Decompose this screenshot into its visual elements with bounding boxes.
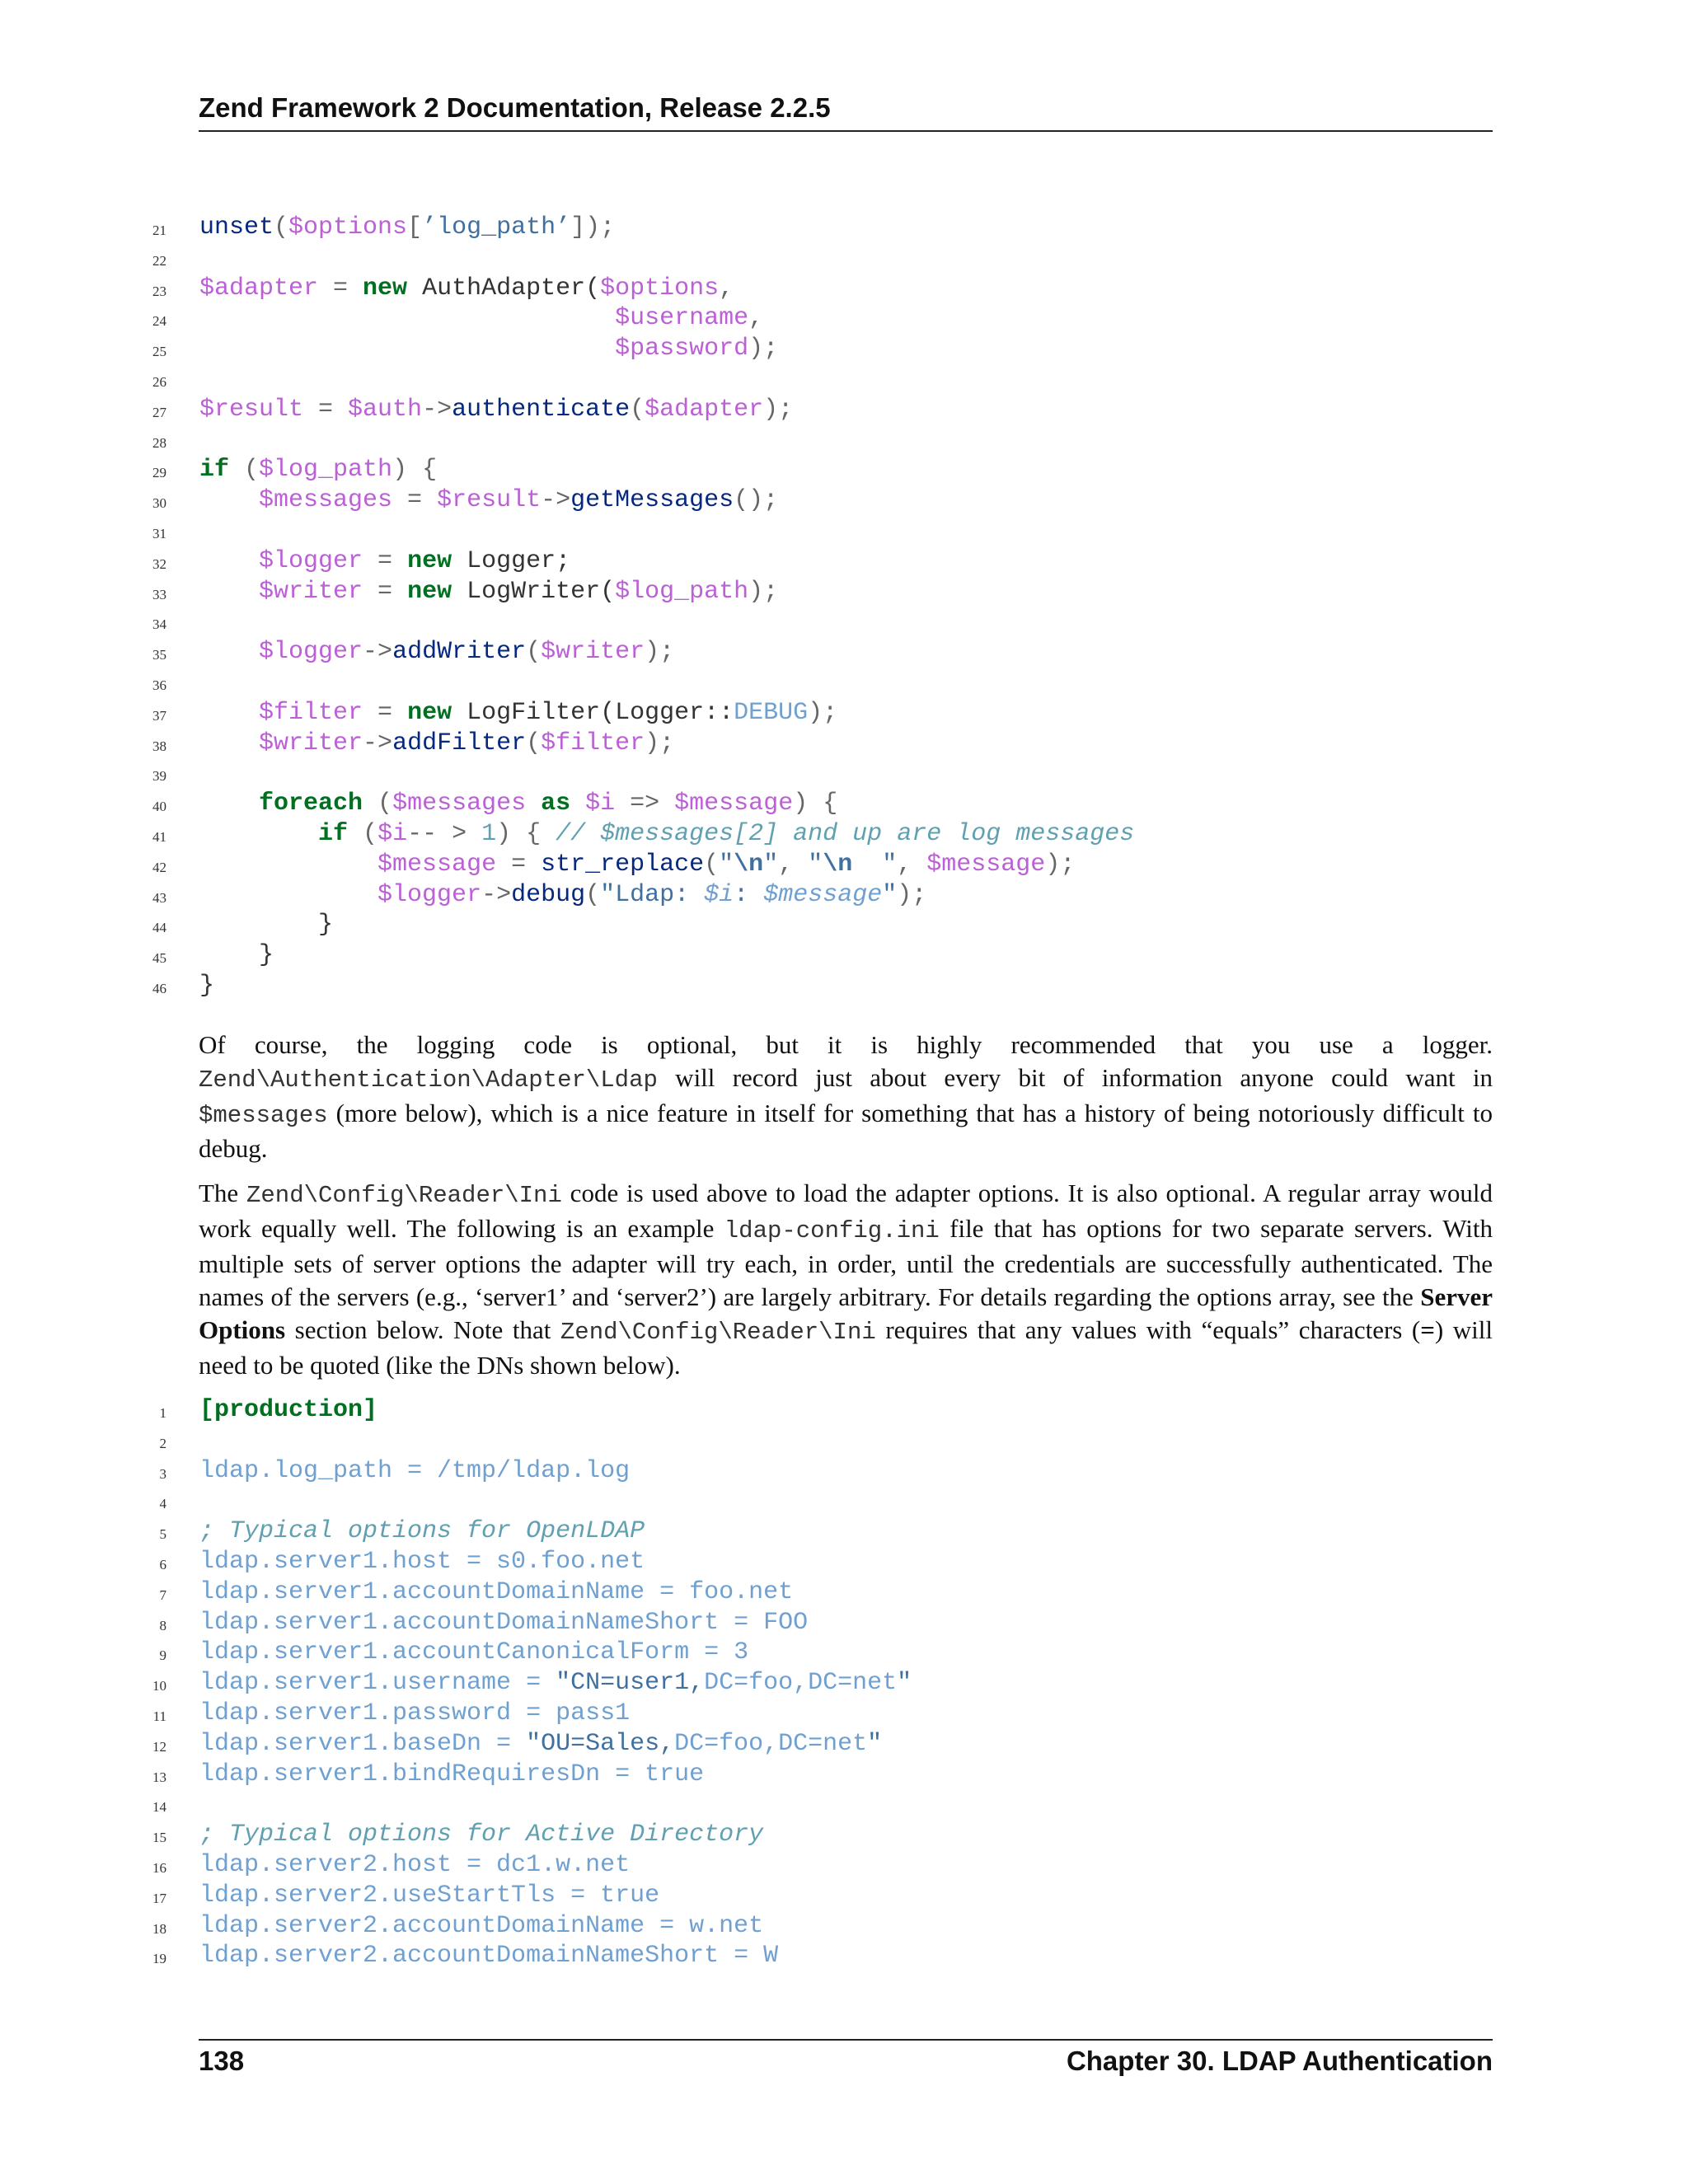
code-line	[0, 455, 1688, 485]
code-token: addWriter	[392, 638, 527, 667]
line-number: 3	[159, 1465, 166, 1482]
code-token	[199, 486, 259, 514]
code-token: "	[808, 850, 823, 879]
code-token: $i	[585, 790, 616, 818]
code-line	[0, 1668, 1688, 1699]
line-number: 6	[159, 1556, 166, 1572]
code-token: =	[496, 850, 542, 879]
code-token: $filter	[259, 698, 363, 727]
line-number: 11	[152, 1708, 166, 1724]
code-line	[0, 1547, 1688, 1577]
code-token	[199, 638, 259, 666]
code-token: ();	[734, 486, 779, 515]
code-token: authenticate	[452, 395, 631, 424]
line-number: 27	[152, 404, 166, 420]
code-line	[0, 243, 1688, 274]
paragraph-config-reader	[199, 1177, 1493, 1382]
code-token: debug	[511, 880, 586, 909]
code-line	[0, 758, 1688, 789]
code-text	[199, 1395, 377, 1426]
code-text	[199, 910, 333, 940]
code-token: \n	[823, 850, 853, 879]
code-text	[199, 1547, 645, 1577]
code-line	[0, 1608, 1688, 1638]
code-token: );	[897, 880, 927, 909]
code-line	[0, 1820, 1688, 1850]
paragraph-text: The	[199, 1179, 246, 1207]
code-token: new	[363, 274, 408, 302]
code-token: =	[318, 274, 363, 302]
code-token: (	[585, 880, 601, 909]
code-token: [	[407, 213, 423, 241]
line-number: 12	[152, 1738, 166, 1755]
code-token: "	[867, 1729, 883, 1758]
code-text	[199, 334, 778, 364]
code-token: );	[1045, 850, 1076, 879]
code-block-php	[0, 213, 1688, 1001]
code-token: }	[199, 941, 274, 970]
code-token: ldap.log_path = /tmp/ldap.log	[199, 1456, 631, 1485]
code-line	[0, 880, 1688, 911]
code-token: $message	[926, 850, 1046, 879]
code-token: "Ldap:	[600, 880, 705, 909]
code-text	[199, 577, 778, 607]
code-token: ldap.server1.password = pass1	[199, 1699, 631, 1727]
code-token: \n	[734, 850, 764, 879]
code-token: addFilter	[392, 729, 527, 757]
line-number: 37	[152, 707, 166, 724]
code-line	[0, 1395, 1688, 1426]
code-line	[0, 1699, 1688, 1729]
code-token: $i	[377, 819, 408, 848]
code-token	[526, 790, 541, 818]
code-token: =	[363, 698, 408, 727]
code-token: DEBUG	[734, 698, 809, 727]
code-text	[199, 940, 274, 971]
line-number: 36	[152, 677, 166, 693]
header-rule	[199, 130, 1493, 132]
code-token: $writer	[259, 577, 363, 606]
code-token: "OU=Sales,	[526, 1729, 675, 1758]
code-token: $adapter	[199, 274, 319, 302]
code-token: ldap.server2.host = dc1.w.net	[199, 1850, 631, 1879]
code-line	[0, 303, 1688, 334]
line-number: 26	[152, 373, 166, 390]
code-token	[199, 699, 259, 727]
code-token: ]);	[570, 213, 616, 241]
line-number: 31	[152, 525, 166, 541]
code-token	[199, 304, 615, 332]
code-line	[0, 1486, 1688, 1516]
code-token: "	[763, 850, 779, 879]
code-line	[0, 1456, 1688, 1487]
code-token: );	[763, 395, 794, 424]
line-number: 2	[159, 1435, 166, 1451]
code-token: $logger	[259, 546, 363, 575]
code-text	[199, 971, 214, 1001]
code-token: $auth	[348, 395, 423, 424]
code-token: ,	[719, 274, 734, 302]
line-number: 24	[152, 313, 166, 330]
code-token: ,	[897, 850, 927, 879]
line-number: 21	[152, 223, 166, 238]
code-token: LogWriter(	[452, 577, 616, 606]
code-token: =>	[615, 790, 675, 818]
code-line	[0, 1729, 1688, 1760]
code-token	[199, 881, 377, 909]
code-token: $username	[615, 304, 749, 333]
code-text	[199, 1911, 763, 1942]
code-text	[199, 850, 1075, 880]
code-token: $password	[615, 335, 749, 363]
code-token: );	[808, 698, 838, 727]
code-token: "CN=user1,	[556, 1669, 705, 1698]
code-token: (	[274, 213, 289, 241]
code-text	[199, 789, 837, 819]
line-number: 33	[152, 586, 166, 602]
code-token: );	[748, 577, 779, 606]
code-token: $writer	[541, 638, 645, 667]
code-token	[199, 790, 259, 818]
line-number: 29	[152, 465, 166, 481]
line-number: 40	[152, 799, 166, 815]
code-token: DC=foo,DC=net	[674, 1729, 868, 1758]
code-token: as	[541, 790, 571, 818]
code-line	[0, 274, 1688, 304]
line-number: 34	[152, 616, 166, 633]
code-token: =	[363, 546, 408, 575]
code-token: $options	[600, 274, 720, 302]
code-token	[199, 851, 377, 879]
code-token: // $messages[2] and up are log messages	[556, 819, 1135, 848]
paragraph-text: ) will need to be quoted (like the DNs shown below).	[199, 1315, 1493, 1380]
code-text	[199, 698, 837, 729]
code-token: ldap.server1.accountCanonicalForm = 3	[199, 1638, 749, 1667]
code-token: "	[882, 880, 898, 909]
code-line	[0, 516, 1688, 546]
code-token: AuthAdapter(	[407, 274, 601, 302]
line-number: 10	[152, 1678, 166, 1694]
code-token: $options	[288, 213, 408, 241]
code-text	[199, 1881, 659, 1911]
code-line	[0, 1850, 1688, 1881]
line-number: 23	[152, 283, 166, 299]
line-number: 16	[152, 1859, 166, 1876]
code-token: ’log_path’	[422, 213, 571, 241]
bold-equals: =	[1420, 1315, 1435, 1344]
footer-rule	[199, 2039, 1493, 2041]
code-token: new	[407, 698, 452, 727]
code-token: ldap.server1.bindRequiresDn = true	[199, 1760, 705, 1788]
code-token: ->	[481, 880, 512, 909]
paragraph-text: will record just about every bit of information anyone could want in	[657, 1063, 1493, 1092]
code-text	[199, 455, 437, 485]
line-number: 5	[159, 1526, 166, 1543]
code-line	[0, 1426, 1688, 1456]
code-token	[199, 335, 615, 363]
code-token: "	[852, 850, 898, 879]
paragraph-logging	[199, 1029, 1493, 1165]
line-number: 7	[159, 1586, 166, 1603]
code-line	[0, 789, 1688, 819]
code-token: ldap.server1.accountDomainNameShort = FOO	[199, 1608, 809, 1637]
code-token: foreach	[259, 790, 363, 818]
line-number: 13	[152, 1769, 166, 1785]
code-text	[199, 1699, 630, 1729]
running-header-title: Zend Framework 2 Documentation, Release 2.2.5	[199, 92, 831, 123]
line-number: 32	[152, 555, 166, 572]
code-token: -- >	[407, 819, 482, 848]
code-token: $logger	[377, 880, 482, 909]
line-number: 46	[152, 980, 166, 996]
code-text	[199, 274, 734, 304]
code-block-ini	[0, 1395, 1688, 1971]
paragraph-text: code is used above to load the adapter options. It is also optional. A regular array would work equally well. The following is an example	[199, 1179, 1493, 1243]
code-text	[199, 1729, 882, 1760]
code-token: $result	[199, 395, 304, 424]
code-token: ; Typical options for OpenLDAP	[199, 1517, 645, 1546]
code-line	[0, 729, 1688, 759]
code-token: [production]	[199, 1396, 378, 1424]
code-token: ) {	[496, 819, 556, 848]
code-token: =	[303, 395, 349, 424]
code-token: (	[363, 790, 393, 818]
paragraph-text: file that has options for two separate servers. With multiple sets of server options the adapter will try each, in order, until the credentials are successfully authenticated. The names of the servers (e.g., ‘server1’ and ‘server2’) are largely arbitrary. For details regarding the options array, see the	[199, 1214, 1493, 1311]
code-token: "	[719, 850, 734, 879]
code-token: $i	[704, 880, 734, 909]
code-line	[0, 698, 1688, 729]
line-number: 38	[152, 738, 166, 754]
code-token: getMessages	[570, 486, 734, 515]
code-token	[199, 729, 259, 757]
code-token: ->	[363, 729, 393, 757]
code-line	[0, 1789, 1688, 1820]
code-token	[199, 578, 259, 606]
code-text	[199, 1516, 645, 1547]
code-line	[0, 546, 1688, 577]
line-number: 8	[159, 1617, 166, 1633]
paragraph-text: section below. Note that	[285, 1315, 560, 1344]
code-token: $messages	[392, 790, 527, 818]
code-token: $logger	[259, 638, 363, 667]
line-number: 25	[152, 344, 166, 360]
code-token: $log_path	[259, 456, 393, 485]
code-token: $messages	[259, 486, 393, 515]
code-token: }	[199, 971, 215, 1000]
line-number: 19	[152, 1951, 166, 1967]
line-number: 28	[152, 434, 166, 451]
inline-code: Zend\Config\Reader\Ini	[560, 1319, 876, 1346]
code-text	[199, 1456, 630, 1487]
code-text	[199, 1850, 630, 1881]
code-token: new	[407, 577, 452, 606]
code-token: Logger;	[452, 546, 571, 575]
code-token: LogFilter(Logger::	[452, 698, 734, 727]
code-token: $log_path	[615, 577, 749, 606]
inline-code: $messages	[199, 1102, 328, 1129]
inline-code: Zend\Config\Reader\Ini	[246, 1182, 562, 1209]
code-text	[199, 1668, 912, 1699]
line-number: 45	[152, 950, 166, 967]
code-text	[199, 880, 926, 911]
code-line	[0, 607, 1688, 637]
code-token: ->	[422, 395, 452, 424]
line-number: 9	[159, 1647, 166, 1664]
code-token: );	[645, 638, 675, 667]
line-number: 41	[152, 828, 166, 845]
code-token: ldap.server1.host = s0.foo.net	[199, 1547, 645, 1576]
code-line	[0, 577, 1688, 607]
line-number: 43	[152, 889, 166, 906]
inline-code: Zend\Authentication\Adapter\Ldap	[199, 1066, 658, 1094]
line-number: 35	[152, 647, 166, 663]
code-token: DC=foo,DC=net	[704, 1669, 898, 1698]
code-text	[199, 546, 570, 577]
code-token: (	[229, 456, 260, 485]
line-number: 4	[159, 1496, 166, 1512]
code-token: (	[526, 638, 542, 667]
code-line	[0, 364, 1688, 395]
code-token: new	[407, 546, 452, 575]
code-text	[199, 213, 615, 243]
code-token: (	[526, 729, 542, 757]
code-line	[0, 1638, 1688, 1668]
line-number: 1	[159, 1405, 166, 1421]
code-token: (	[630, 395, 645, 424]
line-number: 18	[152, 1920, 166, 1937]
line-number: 22	[152, 252, 166, 269]
line-number: 14	[152, 1799, 166, 1816]
code-text	[199, 1760, 704, 1790]
code-line	[0, 668, 1688, 698]
code-token: $message	[674, 790, 794, 818]
code-line	[0, 395, 1688, 425]
code-token: );	[748, 335, 779, 363]
code-line	[0, 425, 1688, 456]
code-text	[199, 1608, 808, 1638]
code-line	[0, 819, 1688, 850]
code-line	[0, 637, 1688, 668]
code-line	[0, 910, 1688, 940]
code-line	[0, 850, 1688, 880]
code-token: ) {	[793, 790, 838, 818]
code-token: :	[734, 880, 764, 909]
code-text	[199, 1638, 748, 1668]
code-token: str_replace	[541, 850, 705, 879]
code-token: ldap.server1.baseDn =	[199, 1729, 527, 1758]
code-token: ,	[778, 850, 809, 879]
code-token	[570, 790, 585, 818]
code-token: unset	[199, 213, 274, 241]
code-token: "	[897, 1669, 912, 1698]
code-token: ldap.server2.accountDomainNameShort = W	[199, 1942, 779, 1971]
code-line	[0, 1760, 1688, 1790]
code-text	[199, 1941, 778, 1971]
line-number: 44	[152, 920, 166, 936]
chapter-title: Chapter 30. LDAP Authentication	[1066, 2046, 1493, 2076]
code-token: 1	[481, 819, 497, 848]
code-text	[199, 395, 793, 425]
line-number: 39	[152, 768, 166, 785]
code-token: }	[199, 911, 334, 940]
code-text	[199, 1820, 763, 1850]
code-token: ,	[748, 304, 764, 333]
line-number: 42	[152, 859, 166, 875]
code-token: ldap.server2.accountDomainName = w.net	[199, 1911, 764, 1940]
code-token: ) {	[392, 456, 438, 485]
code-token: (	[704, 850, 720, 879]
line-number: 15	[152, 1830, 166, 1846]
code-text	[199, 637, 674, 668]
paragraph-text: requires that any values with “equals” characters (	[875, 1315, 1421, 1344]
code-token: );	[645, 729, 675, 757]
code-token: if	[318, 819, 349, 848]
code-text	[199, 1577, 793, 1608]
code-token: ldap.server1.accountDomainName = foo.net	[199, 1577, 794, 1606]
bold-reference: Server Options	[199, 1282, 1493, 1344]
code-token: (	[348, 819, 378, 848]
code-line	[0, 971, 1688, 1001]
code-text	[199, 303, 763, 334]
code-token: ->	[541, 486, 571, 515]
code-token: ; Typical options for Active Directory	[199, 1821, 764, 1849]
page-number: 138	[199, 2046, 245, 2076]
code-line	[0, 1577, 1688, 1608]
code-token: =	[363, 577, 408, 606]
inline-code: ldap-config.ini	[724, 1217, 940, 1244]
code-token: $filter	[541, 729, 645, 757]
code-line	[0, 1516, 1688, 1547]
code-token: =	[392, 486, 438, 515]
code-token: $message	[377, 850, 497, 879]
code-line	[0, 940, 1688, 971]
code-line	[0, 334, 1688, 364]
code-token: if	[199, 456, 230, 485]
code-line	[0, 1881, 1688, 1911]
code-token: ->	[363, 638, 393, 667]
code-text	[199, 729, 674, 759]
code-line	[0, 1941, 1688, 1971]
code-token: ldap.server1.username =	[199, 1669, 556, 1698]
line-number: 17	[152, 1890, 166, 1906]
code-line	[0, 485, 1688, 516]
code-token: $result	[437, 486, 542, 515]
code-token: $adapter	[645, 395, 764, 424]
code-token: $writer	[259, 729, 363, 757]
code-line	[0, 213, 1688, 243]
code-text	[199, 485, 778, 516]
paragraph-text: Of course, the logging code is optional, but it is highly recommended that you use a logger.	[199, 1030, 1493, 1059]
code-text	[199, 819, 1134, 850]
code-line	[0, 1911, 1688, 1942]
paragraph-text: (more below), which is a nice feature in itself for something that has a history of being notoriously difficult to debug.	[199, 1099, 1493, 1163]
code-token	[199, 547, 259, 575]
code-token	[199, 820, 318, 848]
code-token: $message	[763, 880, 883, 909]
code-token: ldap.server2.useStartTls = true	[199, 1881, 660, 1910]
line-number: 30	[152, 495, 166, 512]
